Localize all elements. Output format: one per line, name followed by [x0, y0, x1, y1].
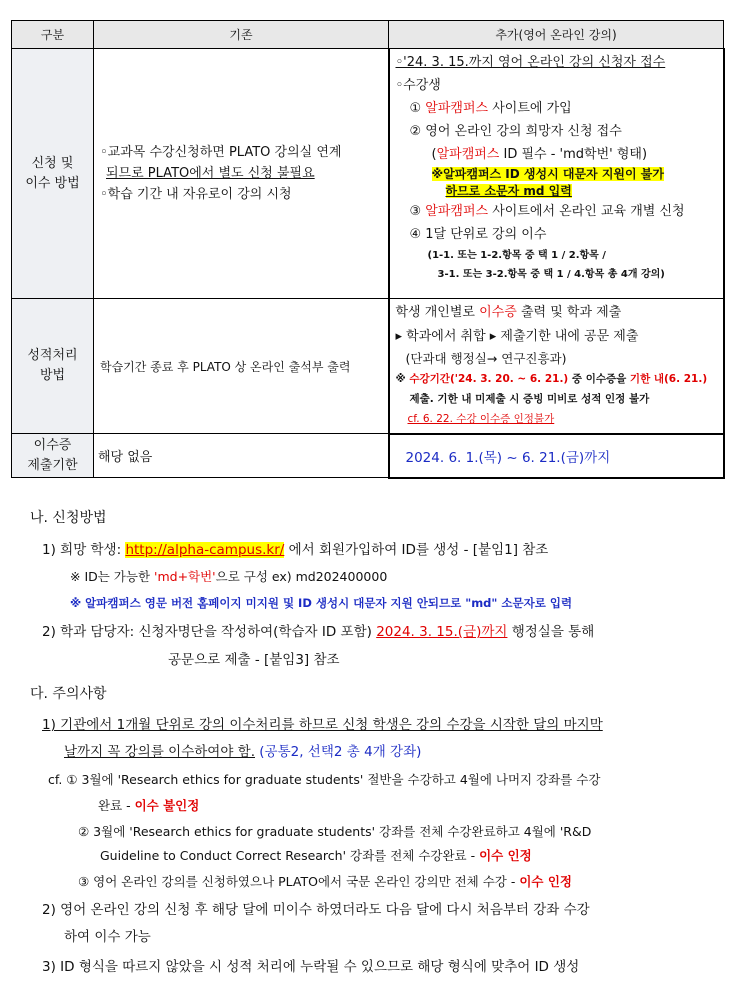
cf-result: 이수 인정: [519, 874, 572, 889]
da-item1: [42, 713, 603, 733]
cf-result: 이수 인정: [479, 848, 532, 863]
warning-text: ※알파캠퍼스 ID 생성시 대문자 지원이 불가: [431, 167, 664, 181]
added-cell: [389, 434, 724, 478]
na-deadline: 2024. 3. 15.(금)까지: [376, 624, 508, 640]
da-cf1: cf. ① 3월에 'Research ethics for graduate students' 절반을 수강하고 4월에 나머지 강좌를 수강: [48, 772, 601, 787]
row-category: [12, 49, 94, 299]
section-na-title: 나. 신청방법: [30, 510, 107, 526]
step-text: 사이트에 가입: [488, 101, 572, 116]
da-item1-text: 1) 기관에서 1개월 단위로 강의 이수처리를 하므로 신청 학생은 강의 수강을 시작한 달의 마지막: [42, 717, 603, 733]
header-existing: 기존: [94, 21, 389, 49]
category-line: 방법: [39, 368, 66, 383]
cf-text: cf. 6. 22. 수강 이수증 인정불가: [407, 413, 555, 425]
existing-line: ◦학습 기간 내 자유로이 강의 시청: [100, 187, 292, 202]
na-item2-cont: 공문으로 제출 - [붙임3] 참조: [168, 652, 340, 668]
warning-text: 하므로 소문자 md 입력: [445, 184, 572, 198]
add-line: 3-1. 또는 3-2.항목 중 택 1 / 4.항목 총 4개 강의): [437, 269, 665, 280]
section-da-title: 다. 주의사항: [30, 686, 107, 702]
existing-cell: [94, 434, 389, 478]
da-cf3: [78, 872, 572, 890]
add-line: ◦'24. 3. 15.까지 영어 온라인 강의 신청자 접수: [395, 55, 666, 70]
header-category: 구분: [12, 21, 94, 49]
alpha-campus-text: 알파캠퍼스: [425, 204, 489, 219]
add-text: 출력 및 학과 제출: [516, 305, 622, 320]
add-line: [396, 301, 719, 325]
table-row: [12, 299, 724, 434]
add-line: ④ 1달 단위로 강의 이수: [409, 227, 547, 242]
row-category: [12, 299, 94, 434]
existing-line: 학습기간 종료 후 PLATO 상 온라인 출석부 출력: [100, 359, 351, 374]
add-text: 중 이수증을: [568, 373, 630, 385]
na-item2-text: 행정실을 통해: [507, 624, 595, 640]
da-item1-note: (공통2, 선택2 총 4개 강좌): [255, 744, 422, 760]
add-line: [396, 409, 719, 429]
paren: (: [431, 147, 437, 162]
cf-result: 이수 불인정: [134, 798, 200, 813]
da-cf2-cont: [100, 846, 532, 864]
add-text: ※: [395, 373, 410, 385]
add-line: [396, 97, 719, 120]
note-text: 으로 구성 ex) md202400000: [215, 569, 388, 584]
step-num: ③: [409, 204, 422, 219]
add-line: [396, 369, 719, 389]
na-item2: [42, 620, 594, 640]
category-line: 이수증: [33, 437, 72, 453]
add-line: [396, 166, 719, 182]
existing-line: ◦교과목 수강신청하면 PLATO 강의실 연계: [100, 145, 342, 160]
da-cf1-cont: [98, 796, 199, 814]
add-line: [396, 182, 719, 200]
step-text: ID 필수 - 'md학번' 형태): [499, 147, 648, 162]
cf-text: 완료 -: [98, 798, 135, 813]
category-line: 이수 방법: [25, 175, 80, 191]
na-note1: [70, 567, 387, 585]
period-text: 수강기간('24. 3. 20. ~ 6. 21.): [409, 373, 569, 385]
add-line: (1-1. 또는 1-2.항목 중 택 1 / 2.항목 /: [427, 250, 606, 261]
deadline-range: 2024. 6. 1.(목) ~ 6. 21.(금)까지: [405, 449, 611, 466]
note-text: ※ ID는 가능한: [70, 569, 155, 584]
category-line: 제출기한: [27, 457, 78, 473]
add-line: ② 영어 온라인 강의 희망자 신청 접수: [409, 124, 622, 139]
added-cell: [389, 49, 724, 299]
alpha-campus-link[interactable]: http://alpha-campus.kr/: [125, 542, 285, 558]
row-category: [12, 434, 94, 478]
step-text: 사이트에서 온라인 교육 개별 신청: [488, 204, 685, 219]
add-line: [396, 200, 719, 223]
category-line: 성적처리: [27, 348, 78, 363]
alpha-campus-text: 알파캠퍼스: [425, 101, 489, 116]
comparison-table: [11, 20, 725, 479]
da-cf2: ② 3월에 'Research ethics for graduate students' 강좌를 전체 수강완료하고 4월에 'R&D: [78, 824, 592, 839]
da-item2: 2) 영어 온라인 강의 신청 후 해당 달에 미이수 하였더라도 다음 달에 다시 처음부터 강좌 수강: [42, 902, 590, 918]
table-row: [12, 434, 724, 478]
cf-text: ③ 영어 온라인 강의를 신청하였으나 PLATO에서 국문 온라인 강의만 전체 수강 -: [78, 874, 520, 889]
existing-cell: [94, 49, 389, 299]
note-red: 'md+학번': [154, 569, 216, 584]
na-item1-label: 1) 희망 학생:: [42, 542, 126, 558]
header-added: 추가(영어 온라인 강의): [389, 21, 724, 49]
add-line: ◦수강생: [395, 78, 441, 93]
add-line: [396, 143, 719, 166]
da-item2-cont: 하여 이수 가능: [64, 929, 151, 945]
existing-cell: [94, 299, 389, 434]
add-line: ▸ 학과에서 취합 ▸ 제출기한 내에 공문 제출: [395, 329, 639, 344]
add-line: 제출. 기한 내 미제출 시 증빙 미비로 성적 인정 불가: [409, 393, 650, 405]
na-item1-text: 에서 회원가입하여 ID를 생성 - [붙임1] 참조: [284, 542, 549, 558]
existing-line: [100, 163, 388, 184]
alpha-campus-text: 알파캠퍼스: [436, 147, 500, 162]
added-cell: [389, 299, 724, 434]
step-num: ①: [409, 101, 422, 116]
da-item3: 3) ID 형식을 따르지 않았을 시 성적 처리에 누락될 수 있으므로 해당 형식에 맞추어 ID 생성: [42, 959, 580, 975]
cf-text: Guideline to Conduct Correct Research' 강좌를 전체 수강완료 -: [100, 848, 480, 863]
existing-line: 해당 없음: [98, 450, 153, 465]
table-row: [12, 49, 724, 299]
na-item2-text: 2) 학과 담당자: 신청자명단을 작성하여(학습자 ID 포함): [42, 624, 377, 640]
deadline-text: 기한 내(6. 21.): [629, 373, 708, 385]
certificate-text: 이수증: [479, 305, 517, 320]
add-text: 학생 개인별로: [395, 305, 480, 320]
da-item1-cont: [64, 740, 421, 760]
na-item1: [42, 538, 548, 558]
existing-line-text: 되므로 PLATO에서 별도 신청 불필요: [106, 166, 315, 181]
table-header-row: [12, 21, 724, 49]
add-line: (단과대 행정실→ 연구진흥과): [405, 351, 567, 366]
category-line: 신청 및: [31, 155, 74, 171]
na-note2: ※ 알파캠퍼스 영문 버전 홈페이지 미지원 및 ID 생성시 대문자 지원 안되므로 "md" 소문자로 입력: [70, 596, 573, 610]
da-item1-text: 날까지 꼭 강의를 이수하여야 함.: [64, 744, 255, 760]
